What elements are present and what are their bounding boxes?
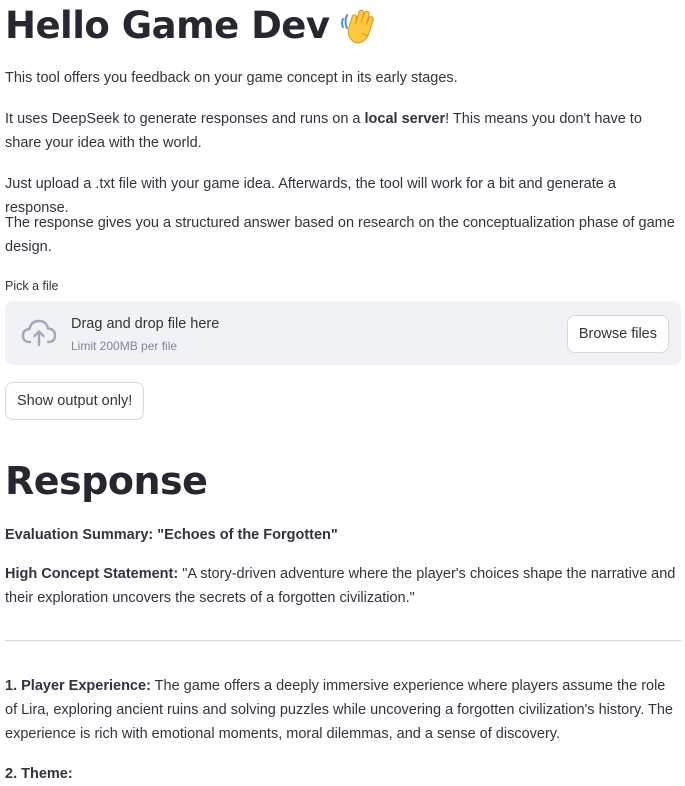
page-title-text: Hello Game Dev: [5, 4, 330, 47]
file-dropzone[interactable]: [5, 301, 681, 365]
intro-paragraph-4: The response gives you a structured answer based on research on the conceptualization phase of game design.: [5, 215, 675, 255]
intro-p2-bold: local server: [364, 111, 446, 127]
show-output-button[interactable]: Show output only!: [5, 382, 144, 420]
intro-p2-start: It uses DeepSeek to generate responses and runs on a: [5, 111, 365, 127]
waving-hand-icon: [338, 6, 378, 46]
intro-paragraph-3: Just upload a .txt file with your game idea. Afterwards, the tool will work for a bit and generate a response.: [5, 176, 616, 216]
intro-paragraph-2: [5, 107, 681, 155]
player-experience-text: The game offers a deeply immersive experience where players assume the role of Lira, exploring ancient ruins and solving puzzles while uncovering a forgotten civilization's history. The experience is rich with emotional moments, moral dilemmas, and a sense of discovery.: [5, 678, 673, 742]
horizontal-divider: [5, 640, 681, 641]
cloud-upload-icon: [21, 318, 57, 348]
dropzone-size-limit: Limit 200MB per file: [71, 339, 178, 353]
high-concept-label: High Concept Statement:: [5, 566, 179, 582]
response-heading: Response: [5, 459, 208, 503]
player-experience-label: 1. Player Experience:: [5, 678, 151, 694]
page-title: [5, 2, 378, 50]
intro-p2-end: ! This means you don't have to share your idea with the world.: [5, 111, 642, 151]
intro-paragraph-1: This tool offers you feedback on your game concept in its early stages.: [5, 70, 458, 86]
high-concept-text: "A story-driven adventure where the player's choices shape the narrative and their exploration uncovers the secrets of a forgotten civilization.": [5, 566, 676, 606]
high-concept-statement: [5, 562, 681, 610]
theme-heading: 2. Theme:: [5, 766, 73, 782]
player-experience-paragraph: [5, 674, 681, 746]
file-uploader-label: Pick a file: [5, 279, 59, 293]
evaluation-summary: Evaluation Summary: "Echoes of the Forgotten": [5, 527, 338, 543]
browse-files-button[interactable]: Browse files: [567, 315, 669, 353]
dropzone-instruction: Drag and drop file here: [71, 316, 220, 332]
